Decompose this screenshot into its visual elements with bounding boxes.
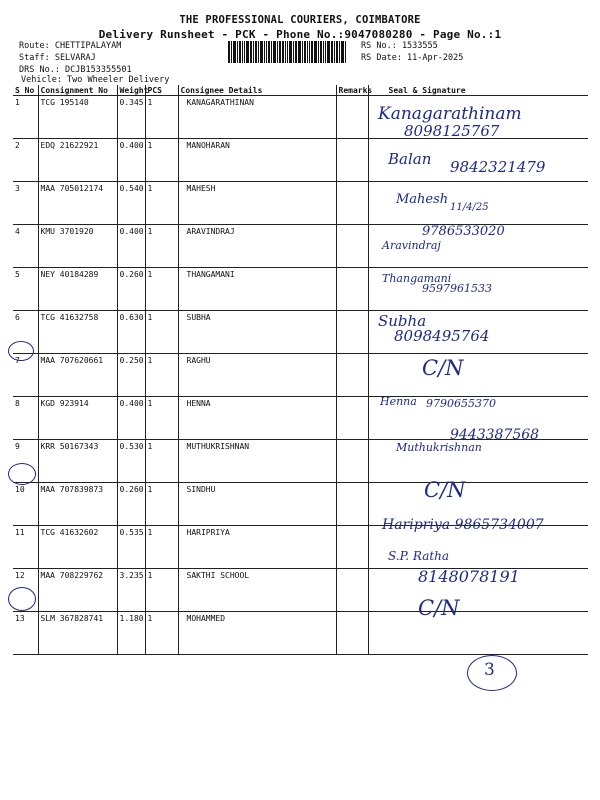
cell-remarks: [336, 397, 368, 440]
cell-consignee: MUTHUKRISHNAN: [178, 440, 336, 483]
cell-consignment-no: MAA 707620661: [38, 354, 117, 397]
cell-consignee: MANOHARAN: [178, 139, 336, 182]
table-row: [13, 311, 588, 354]
cell-sno: 8: [13, 397, 38, 440]
route-label: Route: CHETTIPALAYAM: [19, 41, 122, 51]
signature-row-8-phone: 9790655370: [426, 397, 496, 410]
signature-row-6-name: Subha: [378, 312, 427, 330]
cell-pcs: 1: [145, 139, 178, 182]
cell-weight: 0.260: [117, 268, 145, 311]
signature-row-5-phone: 9597961533: [422, 282, 492, 295]
cell-consignee: SAKTHI SCHOOL: [178, 569, 336, 612]
cell-consignment-no: MAA 705012174: [38, 182, 117, 225]
cell-weight: 0.400: [117, 225, 145, 268]
cell-consignment-no: EDQ 21622921: [38, 139, 117, 182]
signature-row-10-note: C/N: [424, 478, 466, 502]
row-7-circle-mark: [8, 341, 34, 361]
signature-row-5-name: Thangamani: [382, 272, 452, 285]
cell-remarks: [336, 440, 368, 483]
cell-weight: 3.235: [117, 569, 145, 612]
barcode: [228, 41, 354, 63]
cell-sno: 9: [13, 440, 38, 483]
cell-pcs: 1: [145, 397, 178, 440]
cell-remarks: [336, 569, 368, 612]
signature-row-7-note: C/N: [422, 356, 464, 380]
cell-consignment-no: SLM 367828741: [38, 612, 117, 655]
cell-consignee: SUBHA: [178, 311, 336, 354]
cell-weight: 0.400: [117, 139, 145, 182]
cell-remarks: [336, 612, 368, 655]
cell-sno: 4: [13, 225, 38, 268]
cell-consignment-no: TCG 195140: [38, 96, 117, 139]
table-header-row: [13, 85, 588, 96]
cell-consignee: MAHESH: [178, 182, 336, 225]
cell-consignment-no: TCG 41632602: [38, 526, 117, 569]
col-pcs: PCS: [145, 85, 178, 96]
cell-pcs: 1: [145, 483, 178, 526]
cell-remarks: [336, 225, 368, 268]
cell-consignment-no: KMU 3701920: [38, 225, 117, 268]
cell-remarks: [336, 354, 368, 397]
cell-pcs: 1: [145, 440, 178, 483]
table-row: [13, 354, 588, 397]
cell-consignment-no: NEY 40184289: [38, 268, 117, 311]
cell-consignment-no: MAA 708229762: [38, 569, 117, 612]
col-seal-signature: Seal & Signature: [368, 85, 588, 96]
rs-number: RS No.: 1533555: [361, 41, 438, 51]
cell-weight: 0.540: [117, 182, 145, 225]
signature-row-4-name: Aravindraj: [382, 239, 441, 252]
cell-consignment-no: TCG 41632758: [38, 311, 117, 354]
signature-row-1-name: Kanagarathinam: [378, 104, 522, 124]
cell-pcs: 1: [145, 526, 178, 569]
runsheet-subtitle: Delivery Runsheet - PCK - Phone No.:9047080280 - Page No.:1: [98, 28, 502, 41]
signature-row-2-name: Balan: [388, 150, 432, 168]
cell-consignee: KANAGARATHINAN: [178, 96, 336, 139]
page-mark-number: 3: [484, 660, 495, 680]
cell-pcs: 1: [145, 96, 178, 139]
company-title: THE PROFESSIONAL COURIERS, COIMBATORE: [179, 14, 421, 26]
cell-pcs: 1: [145, 225, 178, 268]
signature-row-12-phone: 8148078191: [418, 567, 520, 586]
row-10-circle-mark: [8, 463, 36, 485]
cell-consignee: SINDHU: [178, 483, 336, 526]
signature-row-12-name: S.P. Ratha: [388, 549, 450, 563]
col-remarks: Remarks: [336, 85, 368, 96]
signature-row-9-phone: 9443387568: [450, 427, 540, 443]
cell-remarks: [336, 96, 368, 139]
cell-sno: 11: [13, 526, 38, 569]
cell-consignee: RAGHU: [178, 354, 336, 397]
table-row: [13, 268, 588, 311]
cell-weight: 0.535: [117, 526, 145, 569]
cell-remarks: [336, 526, 368, 569]
signature-row-13-note: C/N: [418, 596, 460, 620]
signature-row-11-text: Haripriya 9865734007: [382, 517, 544, 533]
cell-sno: 10: [13, 483, 38, 526]
cell-sno: 12: [13, 569, 38, 612]
cell-consignee: THANGAMANI: [178, 268, 336, 311]
cell-remarks: [336, 139, 368, 182]
cell-remarks: [336, 182, 368, 225]
cell-sno: 6: [13, 311, 38, 354]
col-consignee-details: Consignee Details: [178, 85, 336, 96]
cell-pcs: 1: [145, 612, 178, 655]
cell-seal-signature: [368, 354, 588, 397]
cell-weight: 0.260: [117, 483, 145, 526]
cell-consignment-no: KRR 50167343: [38, 440, 117, 483]
cell-sno: 2: [13, 139, 38, 182]
cell-consignee: MOHAMMED: [178, 612, 336, 655]
table-row: [13, 612, 588, 655]
cell-sno: 5: [13, 268, 38, 311]
cell-weight: 0.530: [117, 440, 145, 483]
row-13-circle-mark: [8, 587, 36, 611]
cell-consignee: HENNA: [178, 397, 336, 440]
cell-pcs: 1: [145, 268, 178, 311]
signature-row-6-phone: 8098495764: [394, 327, 490, 345]
cell-consignment-no: KGD 923914: [38, 397, 117, 440]
table-row: [13, 182, 588, 225]
signature-row-4-phone: 9786533020: [422, 224, 505, 239]
cell-sno: 1: [13, 96, 38, 139]
cell-sno: 3: [13, 182, 38, 225]
col-consignment-no: Consignment No: [38, 85, 117, 96]
signature-row-3-name: Mahesh: [396, 192, 449, 207]
staff-label: Staff: SELVARAJ: [19, 53, 96, 63]
table-row: [13, 440, 588, 483]
col-weight: Weight: [117, 85, 145, 96]
cell-remarks: [336, 483, 368, 526]
signature-row-8-name: Henna: [380, 395, 417, 408]
cell-consignee: HARIPRIYA: [178, 526, 336, 569]
cell-seal-signature: [368, 612, 588, 655]
vehicle-label: Vehicle: Two Wheeler Delivery: [21, 75, 170, 85]
cell-consignment-no: MAA 707839873: [38, 483, 117, 526]
col-sno: S No: [13, 85, 38, 96]
cell-remarks: [336, 311, 368, 354]
cell-sno: 7: [13, 354, 38, 397]
cell-sno: 13: [13, 612, 38, 655]
drs-label: DRS No.: DCJB153355501: [19, 65, 132, 75]
signature-row-2-phone: 9842321479: [450, 158, 546, 176]
signature-row-3-date: 11/4/25: [450, 202, 489, 213]
cell-pcs: 1: [145, 182, 178, 225]
cell-pcs: 1: [145, 354, 178, 397]
cell-weight: 0.345: [117, 96, 145, 139]
cell-weight: 0.250: [117, 354, 145, 397]
rs-date: RS Date: 11-Apr-2025: [361, 53, 464, 63]
cell-weight: 0.400: [117, 397, 145, 440]
cell-pcs: 1: [145, 569, 178, 612]
cell-consignee: ARAVINDRAJ: [178, 225, 336, 268]
cell-pcs: 1: [145, 311, 178, 354]
cell-weight: 1.180: [117, 612, 145, 655]
signature-row-9-name: Muthukrishnan: [396, 441, 482, 454]
signature-row-1-phone: 8098125767: [404, 122, 500, 140]
cell-remarks: [336, 268, 368, 311]
cell-weight: 0.630: [117, 311, 145, 354]
